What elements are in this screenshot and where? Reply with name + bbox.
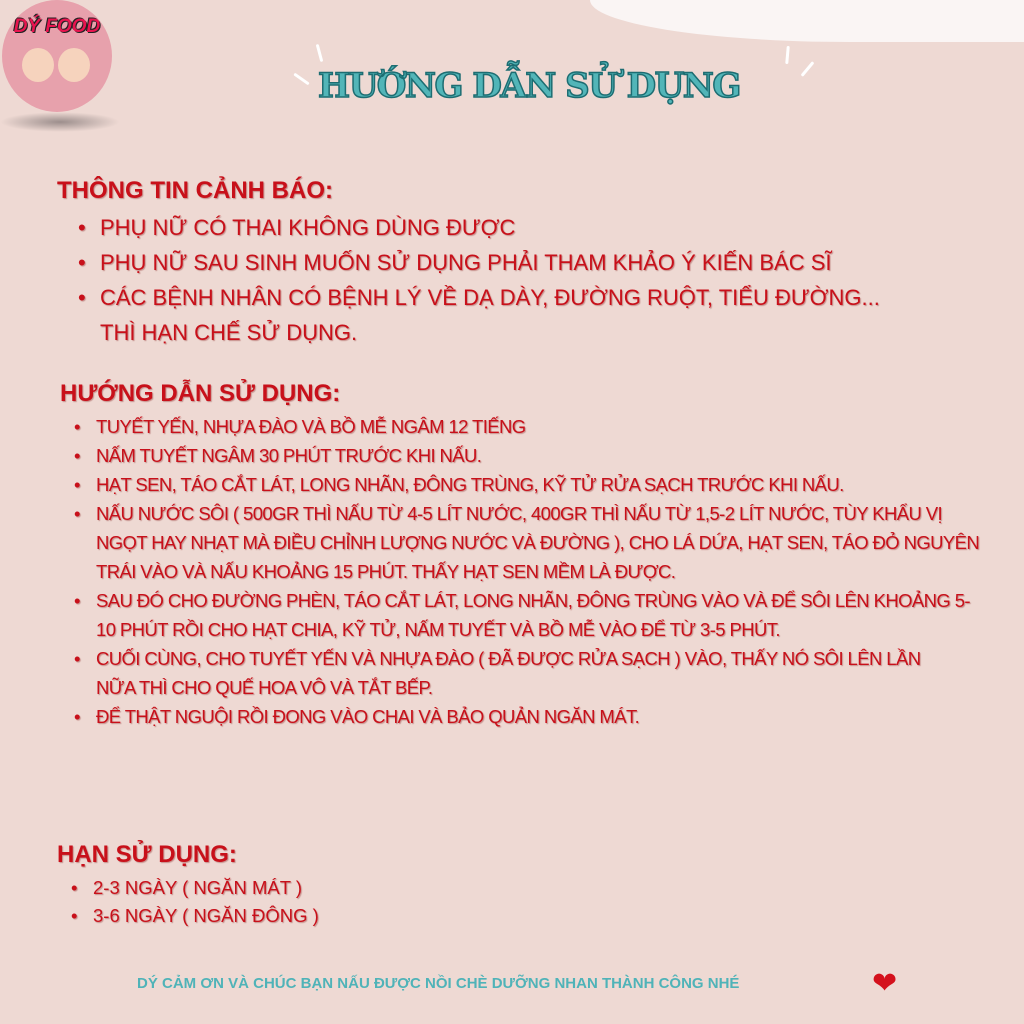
list-item: • 3-6 NGÀY ( NGĂN ĐÔNG ) <box>93 902 693 930</box>
list-item: • CUỐI CÙNG, CHO TUYẾT YẾN VÀ NHỰA ĐÀO ( ĐÃ ĐƯỢC RỬA SẠCH ) VÀO, THẤY NÓ SÔI LÊN LẦN NỮA THÌ CHO QUẾ HOA VÔ VÀ TẮT BẾP. <box>96 644 956 702</box>
expiry-list <box>93 874 693 930</box>
sparkle-icon <box>293 73 309 86</box>
expiry-heading: HẠN SỬ DỤNG: <box>57 841 237 868</box>
list-item: • 2-3 NGÀY ( NGĂN MÁT ) <box>93 874 693 902</box>
page-title: HƯỚNG DẪN SỬ DỤNG <box>318 66 740 106</box>
logo-boy-illustration <box>22 48 54 82</box>
sparkle-icon <box>785 46 790 64</box>
usage-heading: HƯỚNG DẪN SỬ DỤNG: <box>60 380 341 407</box>
warning-list <box>100 210 990 350</box>
list-item: • PHỤ NỮ CÓ THAI KHÔNG DÙNG ĐƯỢC <box>100 210 990 245</box>
sparkle-icon <box>316 44 324 62</box>
warning-heading: THÔNG TIN CẢNH BÁO: <box>57 177 333 204</box>
list-item: • HẠT SEN, TÁO CẮT LÁT, LONG NHÃN, ĐÔNG TRÙNG, KỸ TỬ RỬA SẠCH TRƯỚC KHI NẤU. <box>96 470 956 499</box>
sparkle-icon <box>801 61 815 77</box>
heart-icon: ❤ <box>872 967 898 1000</box>
list-item: • TUYẾT YẾN, NHỰA ĐÀO VÀ BỒ MỄ NGÂM 12 TIẾNG <box>96 412 988 441</box>
list-item: • PHỤ NỮ SAU SINH MUỐN SỬ DỤNG PHẢI THAM KHẢO Ý KIẾN BÁC SĨ <box>100 245 990 280</box>
list-item: • NẤU NƯỚC SÔI ( 500GR THÌ NẤU TỪ 4-5 LÍT NƯỚC, 400GR THÌ NẤU TỪ 1,5-2 LÍT NƯỚC, TÙY KHẨU VỊ NGỌT HAY NHẠT MÀ ĐIỀU CHỈNH LƯỢNG NƯỚC VÀ ĐƯỜNG ), CHO LÁ DỨA, HẠT SEN, TÁO ĐỎ NGUYÊN TRÁI VÀO VÀ NẤU KHOẢNG 15 PHÚT. THẤY HẠT SEN MỀM LÀ ĐƯỢC. <box>96 499 988 586</box>
usage-list <box>96 412 988 731</box>
logo-girl-illustration <box>58 48 90 82</box>
decorative-blob <box>590 0 1024 42</box>
list-item: • CÁC BỆNH NHÂN CÓ BỆNH LÝ VỀ DẠ DÀY, ĐƯỜNG RUỘT, TIỂU ĐƯỜNG... THÌ HẠN CHẾ SỬ DỤNG. <box>100 280 920 350</box>
logo-text: DÝ FOOD <box>13 16 101 37</box>
list-item: • SAU ĐÓ CHO ĐƯỜNG PHÈN, TÁO CẮT LÁT, LONG NHÃN, ĐÔNG TRÙNG VÀO VÀ ĐỂ SÔI LÊN KHOẢNG 5-10 PHÚT RỒI CHO HẠT CHIA, KỸ TỬ, NẤM TUYẾT VÀ BỒ MỄ VÀO ĐỂ TỪ 3-5 PHÚT. <box>96 586 988 644</box>
brand-logo <box>2 0 112 112</box>
footer-message: DÝ CẢM ƠN VÀ CHÚC BẠN NẤU ĐƯỢC NỒI CHÈ DƯỠNG NHAN THÀNH CÔNG NHÉ <box>137 975 740 992</box>
list-item: • ĐỂ THẬT NGUỘI RỒI ĐONG VÀO CHAI VÀ BẢO QUẢN NGĂN MÁT. <box>96 702 988 731</box>
logo-shadow <box>0 112 120 132</box>
list-item: • NẤM TUYẾT NGÂM 30 PHÚT TRƯỚC KHI NẤU. <box>96 441 988 470</box>
